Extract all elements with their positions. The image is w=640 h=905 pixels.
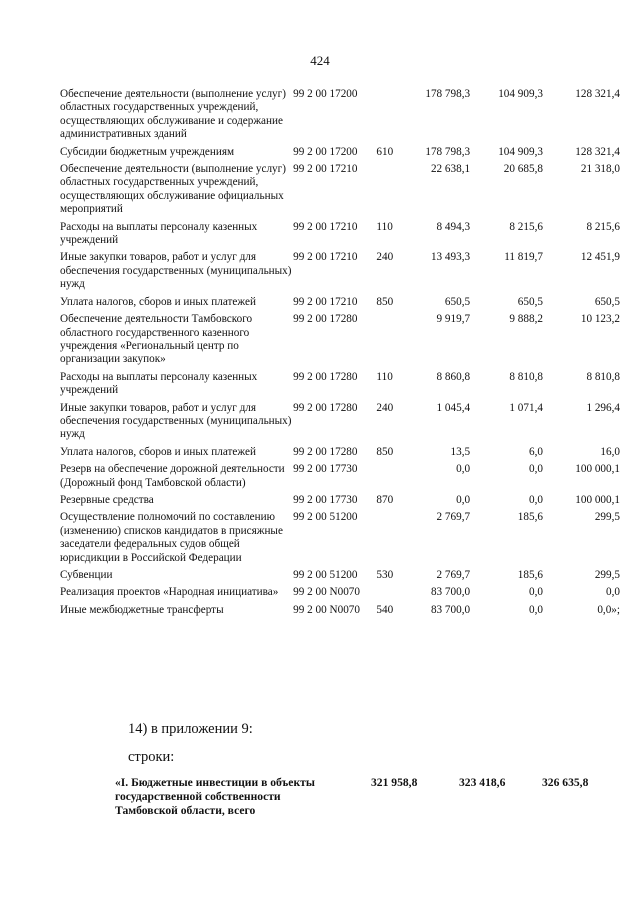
table-row [60, 446, 620, 463]
row-name: Субвенции [60, 569, 113, 581]
summary-value-3: 326 635,8 [542, 776, 589, 789]
row-value-3: 650,5 [594, 295, 620, 308]
row-value-1: 83 700,0 [430, 586, 471, 599]
summary-label: «I. Бюджетные инвестиции в объекты государственной собственности Тамбовской области, всего [115, 776, 315, 817]
table-row [60, 221, 620, 252]
row-code: 99 2 00 N0070 [293, 586, 360, 599]
row-value-1: 0,0 [456, 493, 471, 506]
row-value-1: 178 798,3 [425, 145, 471, 158]
row-expense-type: 850 [376, 295, 394, 308]
row-expense-type: 110 [376, 220, 393, 233]
table-row [60, 88, 620, 146]
row-value-1: 178 798,3 [425, 88, 471, 100]
row-code: 99 2 00 17200 [293, 145, 358, 158]
row-value-2: 650,5 [517, 295, 543, 308]
row-code: 99 2 00 17280 [293, 401, 358, 414]
row-value-3: 10 123,2 [580, 313, 620, 326]
row-name: Субсидии бюджетным учреждениям [60, 145, 235, 158]
row-code: 99 2 00 17210 [293, 251, 358, 264]
amendment-item: 14) в приложении 9: [128, 721, 253, 737]
row-name: Уплата налогов, сборов и иных платежей [60, 295, 256, 308]
row-value-3: 1 296,4 [586, 401, 620, 414]
table-row [60, 296, 620, 313]
row-value-3: 0,0»; [597, 603, 620, 616]
row-expense-type [376, 313, 405, 371]
row-expense-type [376, 88, 405, 146]
row-value-1: 2 769,7 [436, 569, 471, 581]
row-code: 99 2 00 17200 [293, 88, 358, 100]
row-value-2: 6,0 [528, 445, 543, 458]
row-expense-type [376, 463, 405, 494]
row-code: 99 2 00 17280 [293, 445, 358, 458]
row-expense-type [376, 511, 405, 569]
row-expense-type: 850 [376, 445, 394, 458]
row-value-3: 21 318,0 [580, 163, 620, 176]
row-name: Иные межбюджетные трансферты [60, 603, 224, 616]
row-name: Резерв на обеспечение дорожной деятельности (Дорожный фонд Тамбовской области) [60, 463, 285, 489]
row-name: Расходы на выплаты персоналу казенных учреждений [60, 220, 258, 247]
row-expense-type: 110 [376, 370, 393, 383]
row-value-2: 185,6 [517, 511, 543, 524]
row-value-1: 13 493,3 [430, 251, 471, 264]
row-code: 99 2 00 17280 [293, 313, 358, 326]
row-code: 99 2 00 51200 [293, 569, 358, 581]
table-row [60, 494, 620, 511]
row-code: 99 2 00 17730 [293, 463, 358, 476]
table-row [60, 604, 620, 621]
row-name: Иные закупки товаров, работ и услуг для обеспечения государственных (муниципальных) нужд [60, 401, 292, 441]
row-expense-type: 540 [376, 603, 394, 616]
row-expense-type: 870 [376, 493, 394, 506]
row-value-3: 8 810,8 [586, 370, 620, 383]
row-name: Обеспечение деятельности Тамбовского областного государственного казенного учреждения «Региональный центр по организации закупок» [60, 313, 253, 366]
row-value-2: 8 810,8 [509, 370, 543, 383]
row-name: Осуществление полномочий по составлению (изменению) списков кандидатов в присяжные заседатели федеральных судов общей юрисдикции в Российской Федерации [60, 511, 283, 564]
table-row [60, 251, 620, 295]
row-value-2: 0,0 [528, 493, 543, 506]
row-value-3: 16,0 [600, 445, 620, 458]
row-expense-type: 530 [376, 569, 394, 581]
summary-value-1: 321 958,8 [371, 776, 418, 789]
row-code: 99 2 00 N0070 [293, 603, 360, 616]
row-value-1: 2 769,7 [436, 511, 471, 524]
row-value-1: 650,5 [444, 295, 471, 308]
row-code: 99 2 00 51200 [293, 511, 358, 524]
table-row [60, 463, 620, 494]
row-value-2: 104 909,3 [498, 145, 543, 158]
row-name: Обеспечение деятельности (выполнение услуг) областных государственных учреждений, осуществляющих обслуживание и содержание административных зданий [60, 88, 286, 141]
table-row [60, 313, 620, 371]
table-row [60, 371, 620, 402]
table-row [60, 511, 620, 569]
table-row [60, 569, 620, 586]
row-value-3: 0,0 [606, 586, 620, 599]
page-number: 424 [310, 53, 330, 68]
row-value-2: 20 685,8 [503, 163, 543, 176]
row-value-2: 11 819,7 [504, 251, 543, 264]
row-value-1: 8 860,8 [436, 370, 471, 383]
row-value-3: 100 000,1 [575, 493, 620, 506]
row-value-1: 83 700,0 [430, 603, 471, 616]
row-name: Уплата налогов, сборов и иных платежей [60, 445, 256, 458]
row-value-2: 0,0 [528, 463, 543, 476]
row-value-2: 104 909,3 [498, 88, 543, 100]
row-value-1: 9 919,7 [436, 313, 471, 326]
row-value-3: 100 000,1 [575, 463, 620, 476]
row-name: Реализация проектов «Народная инициатива» [60, 586, 279, 599]
row-value-1: 0,0 [456, 463, 471, 476]
row-value-1: 8 494,3 [436, 220, 471, 233]
row-value-2: 9 888,2 [509, 313, 543, 326]
row-value-2: 0,0 [528, 603, 543, 616]
row-code: 99 2 00 17210 [293, 163, 358, 176]
row-value-3: 128 321,4 [575, 88, 620, 100]
row-code: 99 2 00 17210 [293, 295, 358, 308]
row-expense-type [376, 163, 405, 221]
row-name: Обеспечение деятельности (выполнение услуг) областных государственных учреждений, осуществляющих обслуживание официальных мероприятий [60, 163, 286, 216]
row-value-3: 12 451,9 [580, 251, 620, 264]
row-code: 99 2 00 17730 [293, 493, 358, 506]
table-row [60, 146, 620, 163]
table-row [60, 402, 620, 446]
row-code: 99 2 00 17280 [293, 370, 358, 383]
row-code: 99 2 00 17210 [293, 220, 358, 233]
row-value-2: 185,6 [517, 569, 543, 581]
row-value-3: 299,5 [594, 511, 620, 524]
budget-table [60, 88, 620, 621]
row-value-1: 22 638,1 [430, 163, 471, 176]
table-row [60, 163, 620, 221]
row-name: Иные закупки товаров, работ и услуг для обеспечения государственных (муниципальных) нужд [60, 251, 292, 291]
row-value-1: 13,5 [450, 445, 471, 458]
row-expense-type: 240 [376, 251, 394, 264]
row-name: Расходы на выплаты персоналу казенных учреждений [60, 370, 258, 397]
row-value-2: 1 071,4 [509, 401, 543, 414]
summary-value-2: 323 418,6 [459, 776, 506, 789]
row-value-1: 1 045,4 [436, 401, 471, 414]
row-value-3: 299,5 [594, 569, 620, 581]
row-value-2: 0,0 [528, 586, 543, 599]
row-name: Резервные средства [60, 493, 154, 506]
row-expense-type: 610 [376, 145, 394, 158]
row-expense-type [376, 586, 405, 603]
row-value-3: 128 321,4 [575, 145, 620, 158]
row-value-2: 8 215,6 [509, 220, 543, 233]
row-expense-type: 240 [376, 401, 394, 414]
amendment-lines-word: строки: [128, 749, 175, 765]
table-row [60, 586, 620, 603]
row-value-3: 8 215,6 [586, 220, 620, 233]
